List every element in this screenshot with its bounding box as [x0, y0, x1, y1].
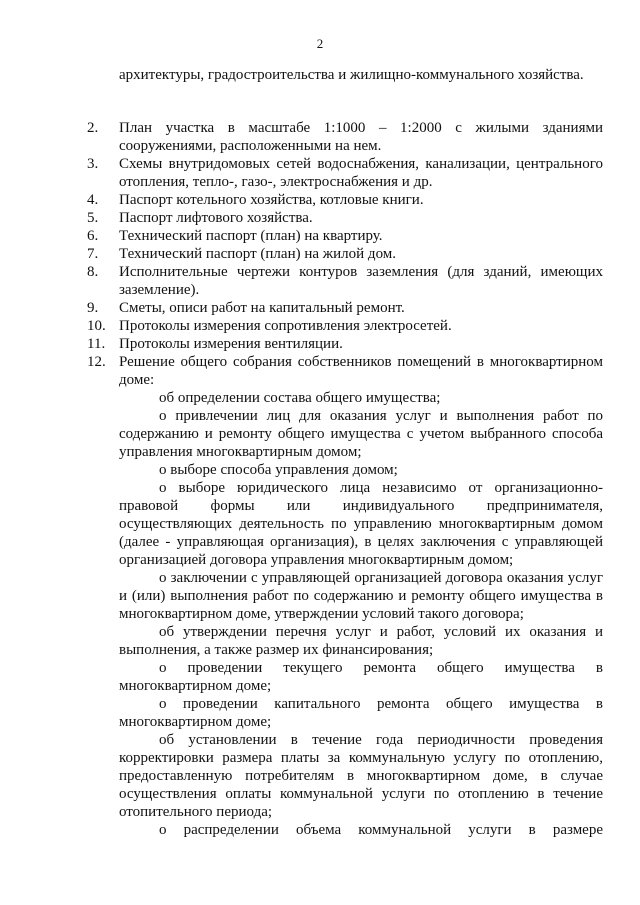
item-text: Решение общего собрания собственников помещений в многоквартирном доме:: [119, 354, 603, 388]
item-text: Протоколы измерения вентиляции.: [119, 336, 343, 352]
item-text: Схемы внутридомовых сетей водоснабжения, канализации, центрального отопления, тепло-, газо-, электроснабжения и др.: [119, 156, 603, 190]
list-item: [87, 119, 603, 155]
item-number: 2.: [87, 120, 99, 136]
continuation-paragraph: архитектуры, градостроительства и жилищно-коммунального хозяйства.: [119, 67, 584, 83]
item-text: Паспорт лифтового хозяйства.: [119, 210, 313, 226]
list-item: [87, 299, 603, 317]
subitem-paragraph: о проведении текущего ремонта общего имущества в многоквартирном доме;: [119, 660, 603, 694]
subitem-paragraph: о проведении капитального ремонта общего имущества в многоквартирном доме;: [119, 696, 603, 730]
subitem-paragraph: об установлении в течение года периодичности проведения корректировки размера платы за коммунальную услугу по отоплению, предоставленную потребителям в многоквартирном доме, в случае осуществления оплаты коммунальной услуги по отоплению в течение отопительного периода;: [119, 732, 603, 820]
item-number: 5.: [87, 210, 99, 226]
document-body: [87, 66, 603, 839]
item-number: 3.: [87, 156, 99, 172]
item-number: 12.: [87, 354, 106, 370]
list-item: [87, 155, 603, 191]
list-item: [87, 263, 603, 299]
subitem-paragraph: об определении состава общего имущества;: [159, 390, 441, 406]
subitem-paragraph: о заключении с управляющей организацией договора оказания услуг и (или) выполнения работ по содержанию и ремонту общего имущества в многоквартирном доме, утверждении условий такого договора;: [119, 570, 603, 622]
subitem-paragraph: о выборе способа управления домом;: [159, 462, 398, 478]
subitem-paragraph: о выборе юридического лица независимо от организационно-правовой формы или индивидуального предпринимателя, осуществляющих деятельность по управлению многоквартирным домом (далее - управляющая организация), в целях заключения с управляющей организацией договора управления многоквартирным домом;: [119, 480, 603, 568]
item-number: 6.: [87, 228, 99, 244]
item-text: Паспорт котельного хозяйства, котловые книги.: [119, 192, 424, 208]
item-number: 7.: [87, 246, 99, 262]
numbered-list: [87, 119, 603, 389]
item-number: 10.: [87, 318, 106, 334]
list-item: [87, 317, 603, 335]
item-text: Исполнительные чертежи контуров заземления (для зданий, имеющих заземление).: [119, 264, 603, 298]
item-number: 11.: [87, 336, 106, 352]
item-text: Сметы, описи работ на капитальный ремонт.: [119, 300, 405, 316]
item-text: Протоколы измерения сопротивления электросетей.: [119, 318, 452, 334]
list-item: [87, 353, 603, 389]
list-item: [87, 245, 603, 263]
page-number: 2: [316, 36, 324, 51]
item-text: План участка в масштабе 1:1000 – 1:2000 с жилыми зданиями сооружениями, расположенными на нем.: [119, 120, 603, 154]
item-number: 9.: [87, 300, 99, 316]
subitem-paragraph: о привлечении лиц для оказания услуг и выполнения работ по содержанию и ремонту общего имущества с учетом выбранного способа управления многоквартирным домом;: [119, 408, 603, 460]
list-item: [87, 191, 603, 209]
item-text: Технический паспорт (план) на квартиру.: [119, 228, 383, 244]
item-text: Технический паспорт (план) на жилой дом.: [119, 246, 397, 262]
list-item: [87, 209, 603, 227]
list-item: [87, 227, 603, 245]
list-item: [87, 335, 603, 353]
subitem-paragraph: о распределении объема коммунальной услуги в размере: [159, 822, 603, 838]
subitem-paragraph: об утверждении перечня услуг и работ, условий их оказания и выполнения, а также размер их финансирования;: [119, 624, 603, 658]
resolution-subitems: [119, 389, 603, 839]
item-number: 4.: [87, 192, 99, 208]
item-number: 8.: [87, 264, 99, 280]
